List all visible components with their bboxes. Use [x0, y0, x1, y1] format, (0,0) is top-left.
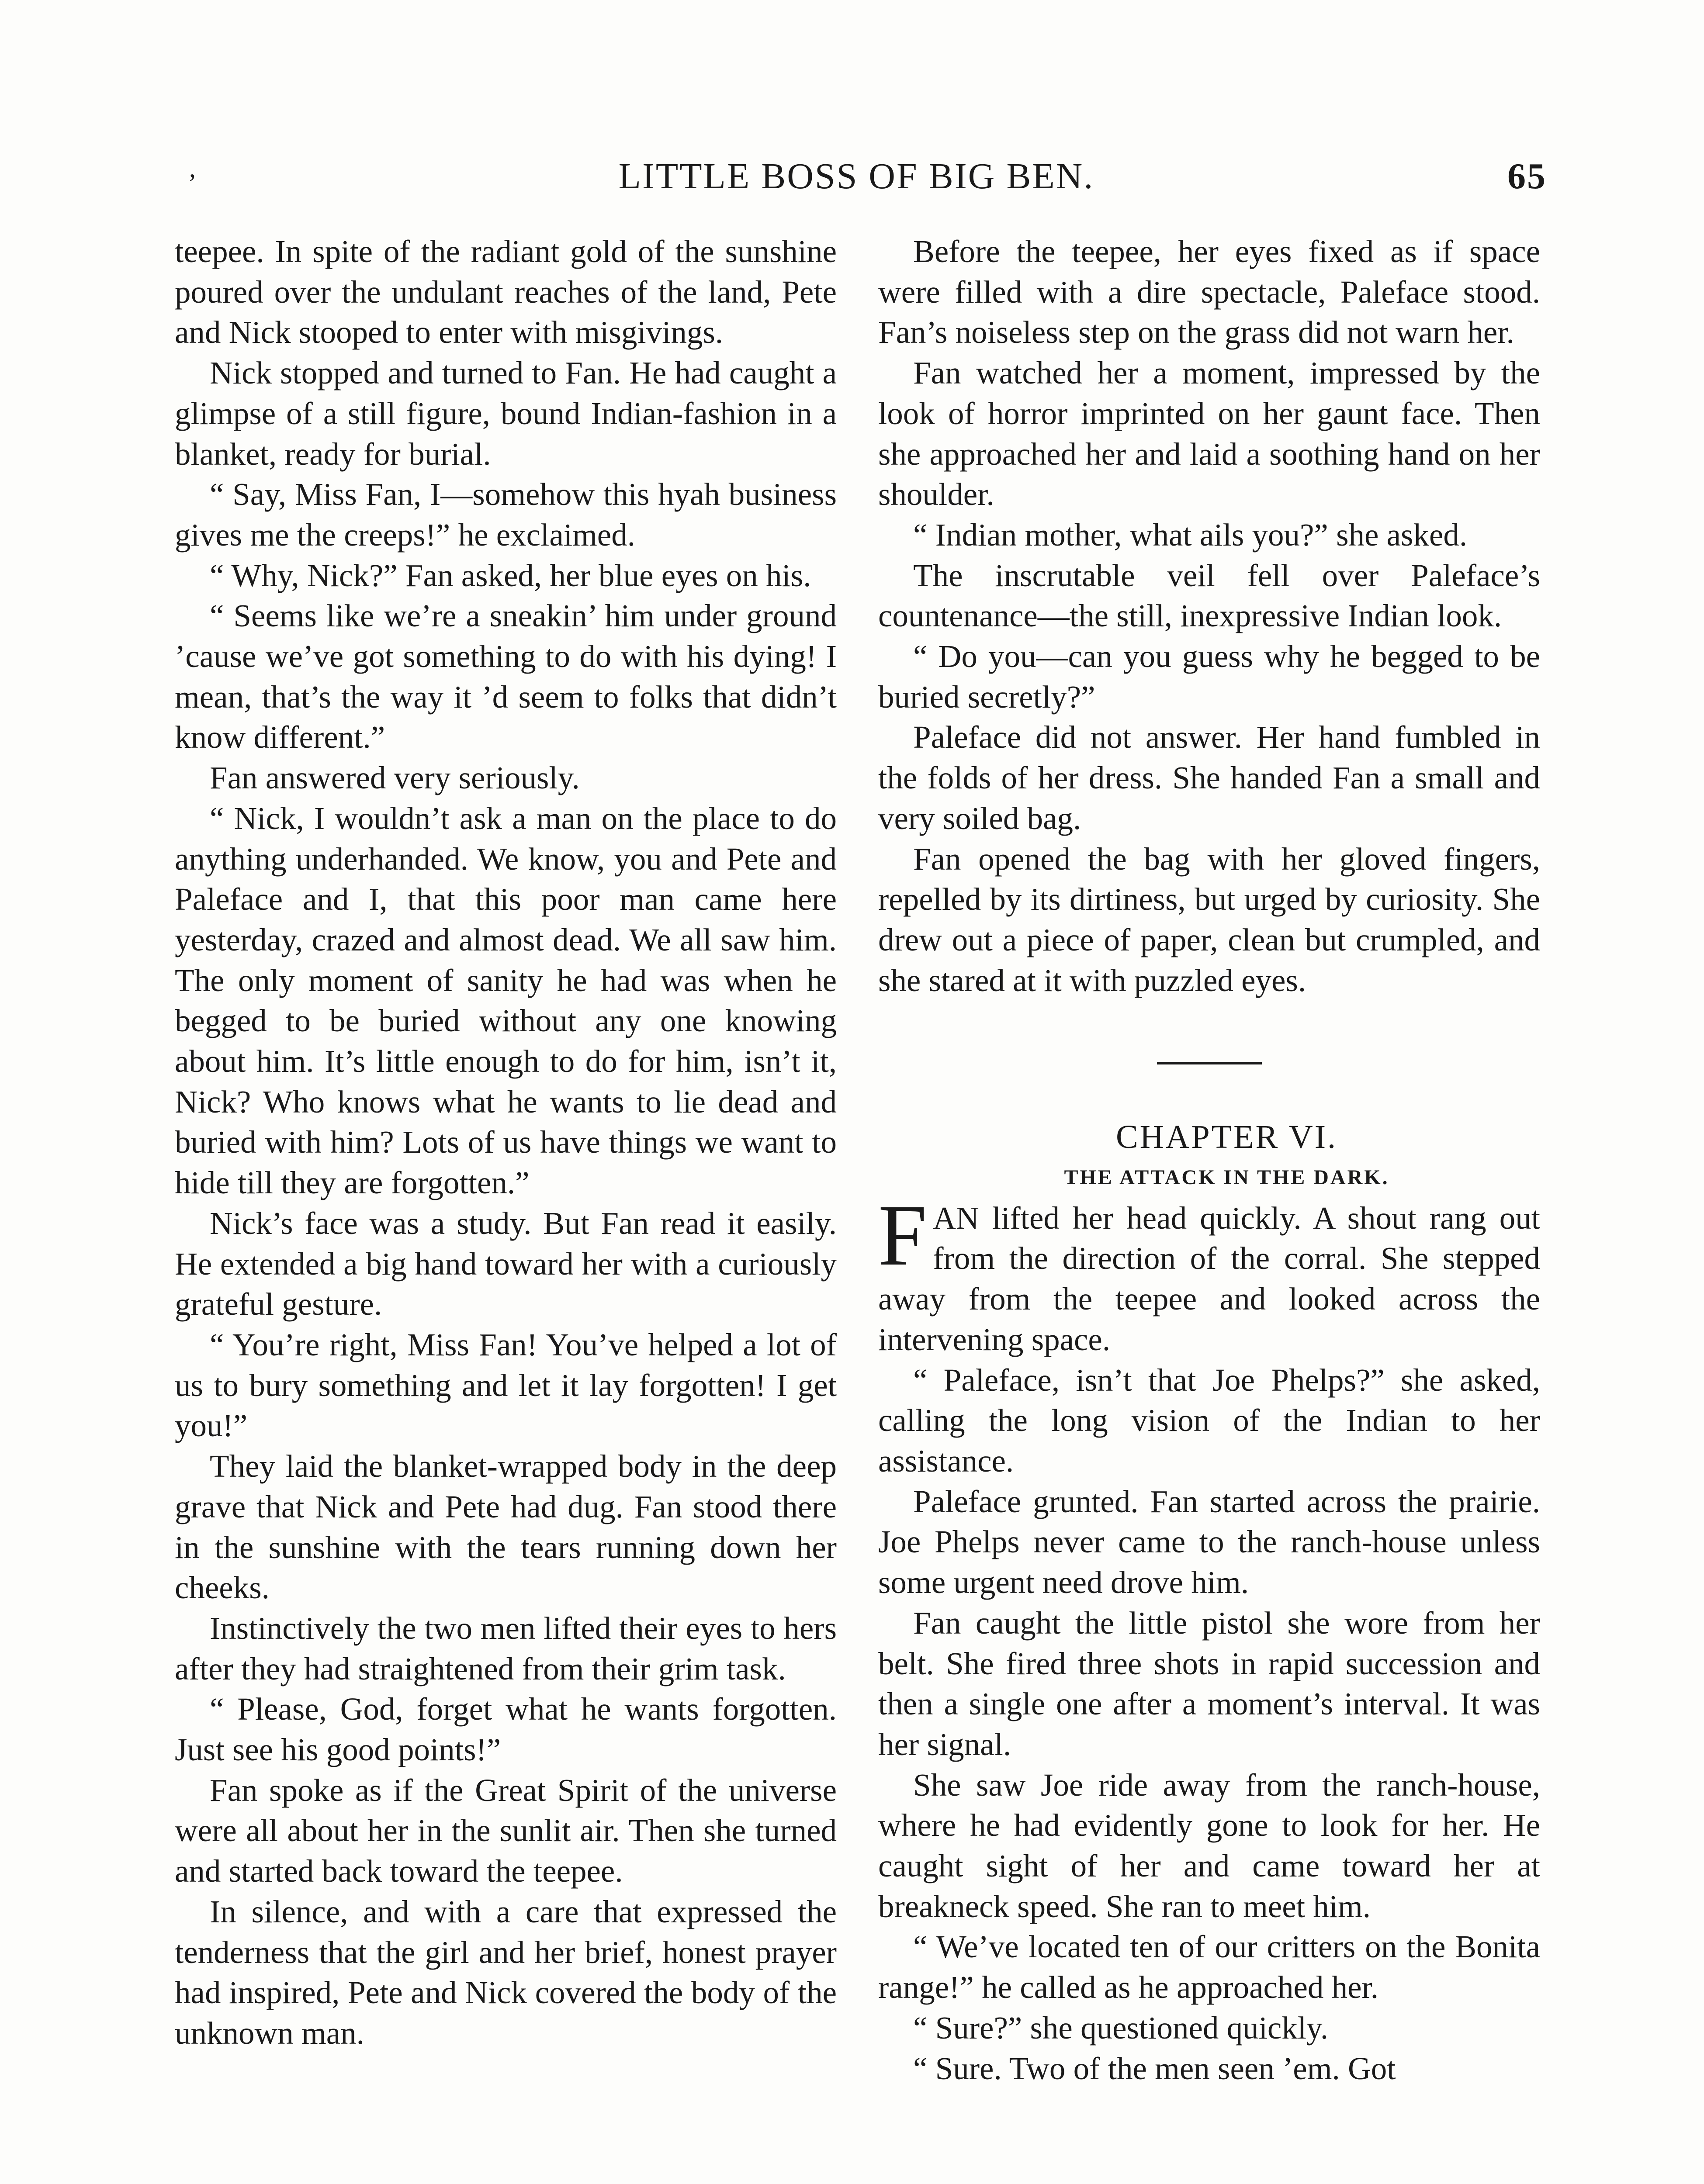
paragraph: “ Do you—can you guess why he begged to be buried secretly?”	[878, 639, 1540, 715]
paragraph: Nick’s face was a study. But Fan read it easily. He extended a big hand toward her with a curiously grateful gesture.	[175, 1205, 837, 1322]
paragraph: Before the teepee, her eyes fixed as if space were filled with a dire spectacle, Paleface stood. Fan’s noiseless step on the grass did not warn her.	[878, 234, 1540, 350]
page-number: 65	[1507, 156, 1547, 197]
chapter-subtitle: THE ATTACK IN THE DARK.	[1064, 1166, 1389, 1189]
paragraph: “ Paleface, isn’t that Joe Phelps?” she asked, calling the long vision of the Indian to her assistance.	[878, 1362, 1540, 1479]
chapter-opening-paragraph	[878, 1187, 1540, 1360]
drop-cap: F	[878, 1187, 927, 1284]
paragraph: “ Seems like we’re a sneakin’ him under ground ’cause we’ve got something to do with his dying! I mean, that’s the way it ’d seem to folks that didn’t know different.”	[175, 598, 837, 755]
stray-mark: ’	[188, 169, 198, 197]
paragraph: “ Please, God, forget what he wants forgotten. Just see his good points!”	[175, 1691, 837, 1768]
paragraph: “ Sure. Two of the men seen ’em. Got	[913, 2050, 1396, 2086]
paragraph: Paleface did not answer. Her hand fumbled in the folds of her dress. She handed Fan a small and very soiled bag.	[878, 719, 1540, 836]
left-column	[175, 232, 837, 2054]
chapter-divider-rule	[1157, 1062, 1262, 1064]
running-title: LITTLE BOSS OF BIG BEN.	[618, 156, 1094, 197]
paragraph: In silence, and with a care that expressed the tenderness that the girl and her brief, honest prayer had inspired, Pete and Nick covered the body of the unknown man.	[175, 1894, 837, 2051]
paragraph: Fan caught the little pistol she wore from her belt. She fired three shots in rapid succession and then a single one after a moment’s interval. It was her signal.	[878, 1605, 1540, 1762]
paragraph: Fan opened the bag with her gloved fingers, repelled by its dirtiness, but urged by curiosity. She drew out a piece of paper, clean but crumpled, and she stared at it with puzzled eyes.	[878, 841, 1540, 998]
paragraph: Fan answered very seriously.	[210, 760, 580, 796]
paragraph: Paleface grunted. Fan started across the prairie. Joe Phelps never came to the ranch-house unless some urgent need drove him.	[878, 1483, 1540, 1600]
opening-text: AN lifted her head quickly. A shout rang out from the direction of the corral. She stepped away from the teepee and looked across the intervening space.	[878, 1200, 1540, 1357]
paragraph: “ Nick, I wouldn’t ask a man on the place to do anything underhanded. We know, you and Pete and Paleface and I, that this poor man came here yesterday, crazed and almost dead. We all saw him. The only moment of sanity he had was when he begged to be buried without any one knowing about him. It’s little enough to do for him, isn’t it, Nick? Who knows what he wants to lie dead and buried with him? Lots of us have things we want to hide till they are forgotten.”	[175, 800, 837, 1201]
chapter-heading: CHAPTER VI.	[1115, 1119, 1338, 1156]
paragraph: “ We’ve located ten of our critters on the Bonita range!” he called as he approached her.	[878, 1929, 1540, 2005]
paragraph: Nick stopped and turned to Fan. He had caught a glimpse of a still figure, bound Indian-fashion in a blanket, ready for burial.	[175, 355, 837, 472]
paragraph: They laid the blanket-wrapped body in the deep grave that Nick and Pete had dug. Fan stood there in the sunshine with the tears running down her cheeks.	[175, 1448, 837, 1606]
paragraph: “ You’re right, Miss Fan! You’ve helped a lot of us to bury something and let it lay forgotten! I get you!”	[175, 1327, 837, 1444]
paragraph: “ Why, Nick?” Fan asked, her blue eyes on his.	[210, 557, 811, 593]
paragraph: teepee. In spite of the radiant gold of the sunshine poured over the undulant reaches of the land, Pete and Nick stooped to enter with misgivings.	[175, 234, 837, 350]
right-column	[878, 232, 1540, 2089]
paragraph: “ Indian mother, what ails you?” she asked.	[913, 517, 1468, 553]
paragraph: Instinctively the two men lifted their eyes to hers after they had straightened from their grim task.	[175, 1610, 837, 1686]
running-header	[166, 155, 1547, 207]
paragraph: Fan watched her a moment, impressed by the look of horror imprinted on her gaunt face. Then she approached her and laid a soothing hand on her shoulder.	[878, 355, 1540, 512]
paragraph: Fan spoke as if the Great Spirit of the universe were all about her in the sunlit air. Then she turned and started back toward the teepee.	[175, 1772, 837, 1889]
paragraph: “ Say, Miss Fan, I—somehow this hyah business gives me the creeps!” he exclaimed.	[175, 477, 837, 553]
paragraph: She saw Joe ride away from the ranch-house, where he had evidently gone to look for her. He caught sight of her and came toward her at breakneck speed. She ran to meet him.	[878, 1767, 1540, 1924]
paragraph: “ Sure?” she questioned quickly.	[913, 2010, 1329, 2046]
paragraph: The inscrutable veil fell over Paleface’s countenance—the still, inexpressive Indian look.	[878, 557, 1540, 634]
